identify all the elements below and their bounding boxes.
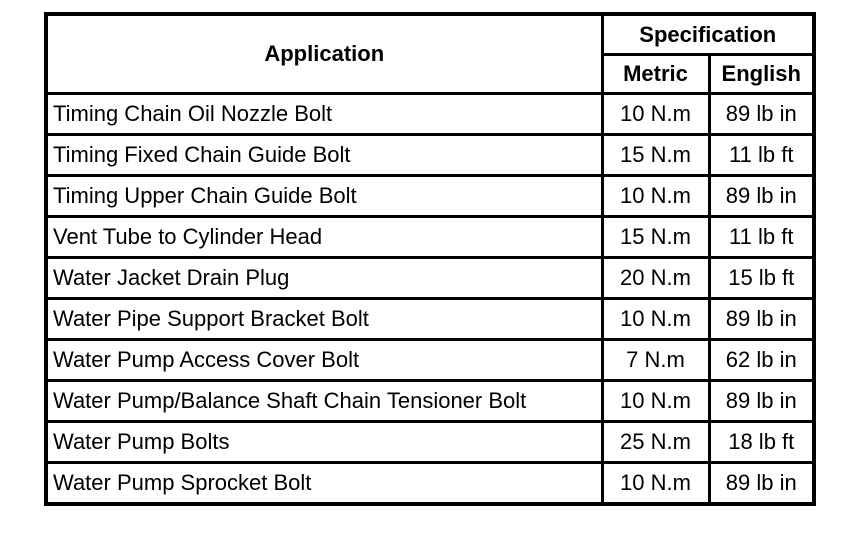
fastener-spec-table (44, 12, 816, 506)
english-cell: 18 lb ft (709, 422, 814, 463)
application-cell: Timing Fixed Chain Guide Bolt (46, 135, 602, 176)
application-cell: Water Pump Bolts (46, 422, 602, 463)
english-cell: 11 lb ft (709, 217, 814, 258)
application-cell: Timing Upper Chain Guide Bolt (46, 176, 602, 217)
metric-header: Metric (602, 55, 709, 94)
table-row (46, 422, 814, 463)
application-cell: Water Pipe Support Bracket Bolt (46, 299, 602, 340)
application-cell: Water Pump Sprocket Bolt (46, 463, 602, 505)
table-row (46, 340, 814, 381)
table-row (46, 299, 814, 340)
metric-cell: 10 N.m (602, 463, 709, 505)
table-row (46, 135, 814, 176)
english-cell: 89 lb in (709, 463, 814, 505)
metric-cell: 7 N.m (602, 340, 709, 381)
english-cell: 62 lb in (709, 340, 814, 381)
metric-cell: 15 N.m (602, 135, 709, 176)
application-cell: Water Pump Access Cover Bolt (46, 340, 602, 381)
table-row (46, 176, 814, 217)
english-cell: 11 lb ft (709, 135, 814, 176)
application-header: Application (46, 14, 602, 94)
application-cell: Timing Chain Oil Nozzle Bolt (46, 94, 602, 135)
table-row (46, 94, 814, 135)
specification-header: Specification (602, 14, 814, 55)
application-cell: Water Jacket Drain Plug (46, 258, 602, 299)
application-cell: Water Pump/Balance Shaft Chain Tensioner Bolt (46, 381, 602, 422)
table-row (46, 217, 814, 258)
english-cell: 89 lb in (709, 381, 814, 422)
table-row (46, 381, 814, 422)
table-row (46, 258, 814, 299)
metric-cell: 10 N.m (602, 94, 709, 135)
english-cell: 89 lb in (709, 94, 814, 135)
metric-cell: 15 N.m (602, 217, 709, 258)
metric-cell: 25 N.m (602, 422, 709, 463)
metric-cell: 10 N.m (602, 381, 709, 422)
header-row-top (46, 14, 814, 55)
table-header (46, 14, 814, 94)
metric-cell: 20 N.m (602, 258, 709, 299)
metric-cell: 10 N.m (602, 299, 709, 340)
english-cell: 89 lb in (709, 176, 814, 217)
table-body (46, 94, 814, 505)
english-cell: 15 lb ft (709, 258, 814, 299)
application-cell: Vent Tube to Cylinder Head (46, 217, 602, 258)
metric-cell: 10 N.m (602, 176, 709, 217)
table-row (46, 463, 814, 505)
english-header: English (709, 55, 814, 94)
english-cell: 89 lb in (709, 299, 814, 340)
